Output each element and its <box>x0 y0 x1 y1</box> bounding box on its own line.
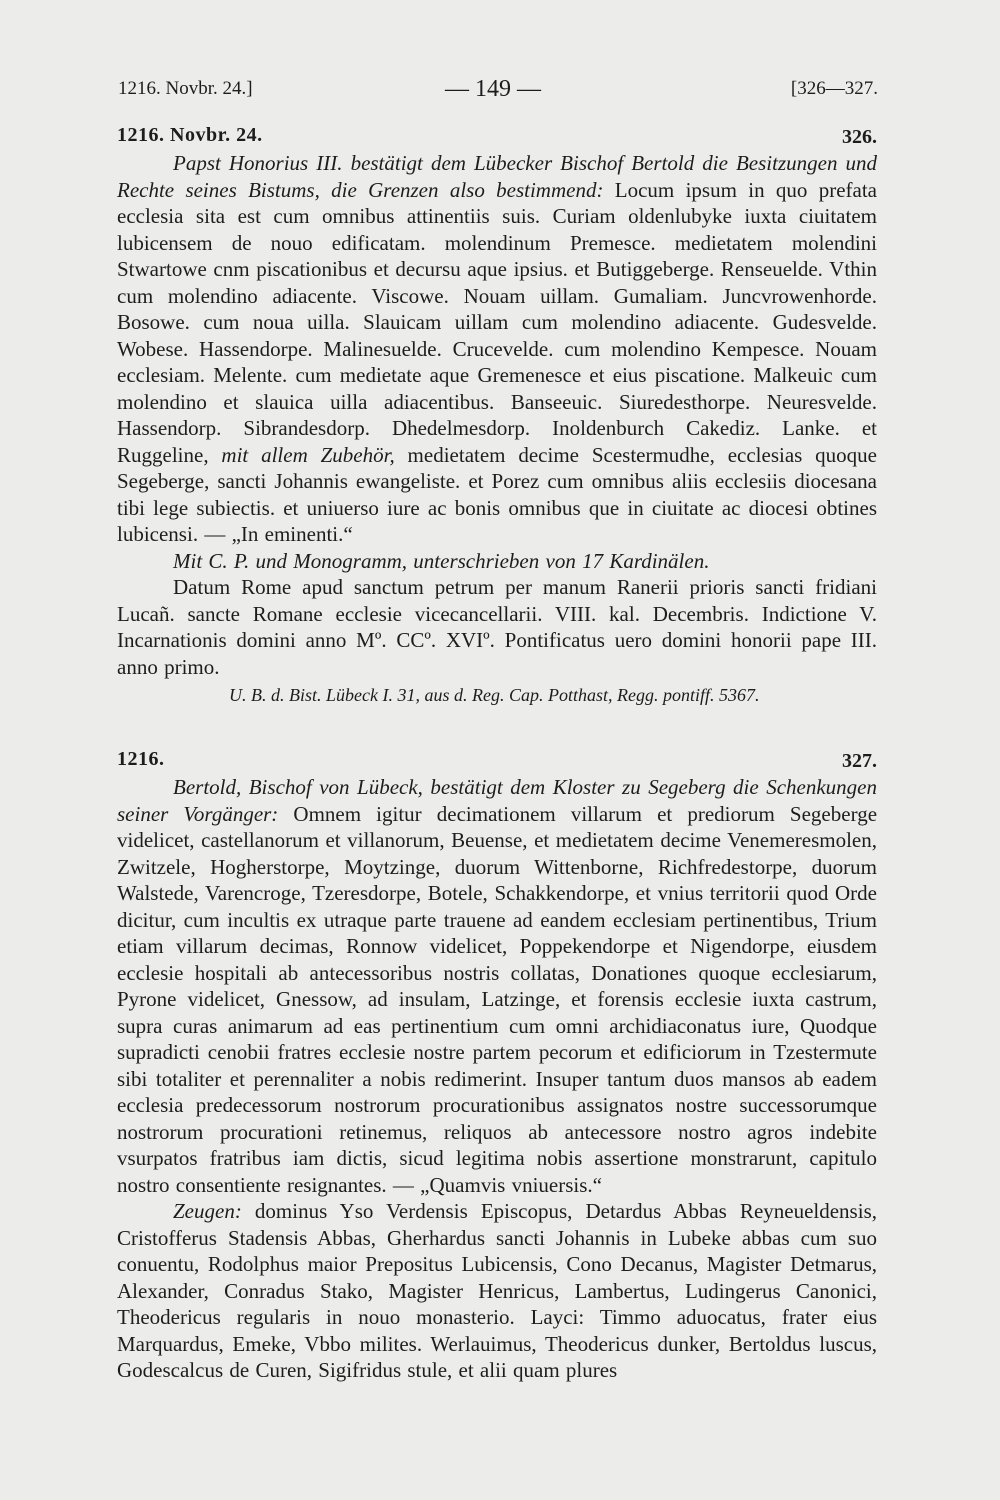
running-header <box>118 78 878 108</box>
entry-body <box>117 774 877 1198</box>
entry-body <box>117 150 877 548</box>
entry-summary: Bertold, Bischof von Lübeck, bestätigt dem Kloster zu Segeberg die Schenkungen seiner Vorgänger: <box>117 775 877 826</box>
entry-number: 327. <box>842 750 877 772</box>
entry-number: 326. <box>842 126 877 148</box>
source-citation: U. B. d. Bist. Lübeck I. 31, aus d. Reg. Cap. Potthast, Regg. pontiff. 5367. <box>229 685 760 705</box>
witness-label: Zeugen: <box>173 1199 242 1223</box>
entry-heading <box>117 744 877 774</box>
header-date-range: 1216. Novbr. 24.] <box>118 78 253 99</box>
signature-note: Mit C. P. und Monogramm, unterschrieben von 17 Kardinälen. <box>173 548 710 573</box>
entry-summary: Papst Honorius III. bestätigt dem Lübecker Bischof Bertold die Besitzungen und Rechte seines Bistums, die Grenzen also bestimmend: <box>117 151 877 202</box>
entry-326 <box>117 120 877 708</box>
entry-heading <box>117 120 877 150</box>
witness-list <box>117 1198 877 1384</box>
charter-note: mit allem Zubehör, <box>221 442 395 467</box>
charter-text: Locum ipsum in quo prefata ecclesia sita est cum omnibus attinentiis suis. Curiam oldenlubyke iuxta ciuitatem lubicensem de nouo edificatam. molendinum Premesce. medietatem molendini Stwartowe cnm piscationibus et decursu aque ipsius. et Butiggeberge. Renseuelde. Vthin cum molendino adiacente. Viscowe. Nouam uillam. Gumaliam. Juncvrowenhorde. Bosowe. cum noua uilla. Slauicam uillam cum molendino adiacente. Gudesvelde. Wobese. Hassendorpe. Malinesuelde. Crucevelde. cum molendino Kempesce. Nouam ecclesiam. Melente. cum medietate aque Gremenesce et eius piscatione. Malkeuic cum molendino et slauica uilla adiacentibus. Banseeuic. Siuredesthorpe. Neuresvelde. Hassendorp. Sibrandesdorp. Dhedelmesdorp. Inoldenburch Cakediz. Lanke. et Ruggeline, <box>117 177 877 467</box>
charter-text-continued: medietatem decime Scestermudhe, ecclesias quoque Segeberge, sancti Johannis ewangeliste. et Porez cum omnibus aliis ecclesiis diocesana tibi lege subiectis. et uniuerso iure ac bonis omnibus que in ciuitate ac diocesi obtines lubicensi. — „In eminenti.“ <box>117 442 877 546</box>
charter-text: Omnem igitur decimationem villarum et prediorum Segeberge videlicet, castellanorum et villanorum, Beuense, et medietatem decime Venemeresmolen, Zwitzele, Hogherstorpe, Moytzinge, duorum Wittenborne, Richfredestorpe, duorum Walstede, Varencroge, Tzeresdorpe, Botele, Schakkendorpe, et vnius territorii quod Orde dicitur, cum incultis ex utraque parte trauene ad eandem ecclesiam pertinentibus, Trium etiam villarum decimas, Ronnow videlicet, Poppekendorpe et Nigendorpe, eiusdem ecclesie hospitali ab antecessoribus nostris collatas, Donationes quoque ecclesiarum, Pyrone videlicet, Gnessow, ad insulam, Latzinge, et forensis ecclesie iuxta castrum, supra curas animarum ad eas pertinentium cum omni archidiaconatus iure, Quodque supradicti cenobii fratres ecclesie nostre partem pecorum et edificiorum in Tzestermute sibi totaliter et perennaliter a nobis redimerint. Insuper tantum duos mansos ab eadem ecclesia predecessorum nostrorum procurationibus assignatos nostre successorumque nostrorum procurationi retinemus, reliquos ab antecessore nostro agros indebite vsurpatos fratribus iam dictis, sicud legitima nobis assertione monstrarunt, capitulo nostro consentiente resignantes. — „Quamvis vniuersis.“ <box>117 801 878 1197</box>
witness-names: dominus Yso Verdensis Episcopus, Detardus Abbas Reyneueldensis, Cristofferus Stadensis Abbas, Gherhardus sancti Johannis in Lubeke abbas cum suo conuentu, Rodolphus maior Prepositus Lubicensis, Cono Decanus, Magister Detmarus, Alexander, Conradus Stako, Magister Henricus, Lambertus, Ludingerus Canonici, Theodericus regularis in nouo monasterio. Layci: Timmo aduocatus, frater eius Marquardus, Emeke, Vbbo milites. Werlauimus, Theodericus dunker, Bertoldus luscus, Godescalcus de Curen, Sigifridus stule, et alii quam plures <box>117 1199 877 1382</box>
entry-date: 1216. <box>117 748 165 770</box>
datum-clause: Datum Rome apud sanctum petrum per manum Ranerii prioris sancti fridiani Lucañ. sancte Romane ecclesie vicecancellarii. VIII. kal. Decembris. Indictione V. Incarnationis domini anno Mº. CCº. XVIº. Pontificatus uero domini honorii pape III. anno primo. <box>117 575 877 679</box>
page-number: — 149 — <box>445 76 541 102</box>
entry-date: 1216. Novbr. 24. <box>117 124 263 146</box>
entry-327 <box>117 744 877 1384</box>
page-content <box>117 120 877 1384</box>
header-entry-range: [326—327. <box>790 78 878 99</box>
